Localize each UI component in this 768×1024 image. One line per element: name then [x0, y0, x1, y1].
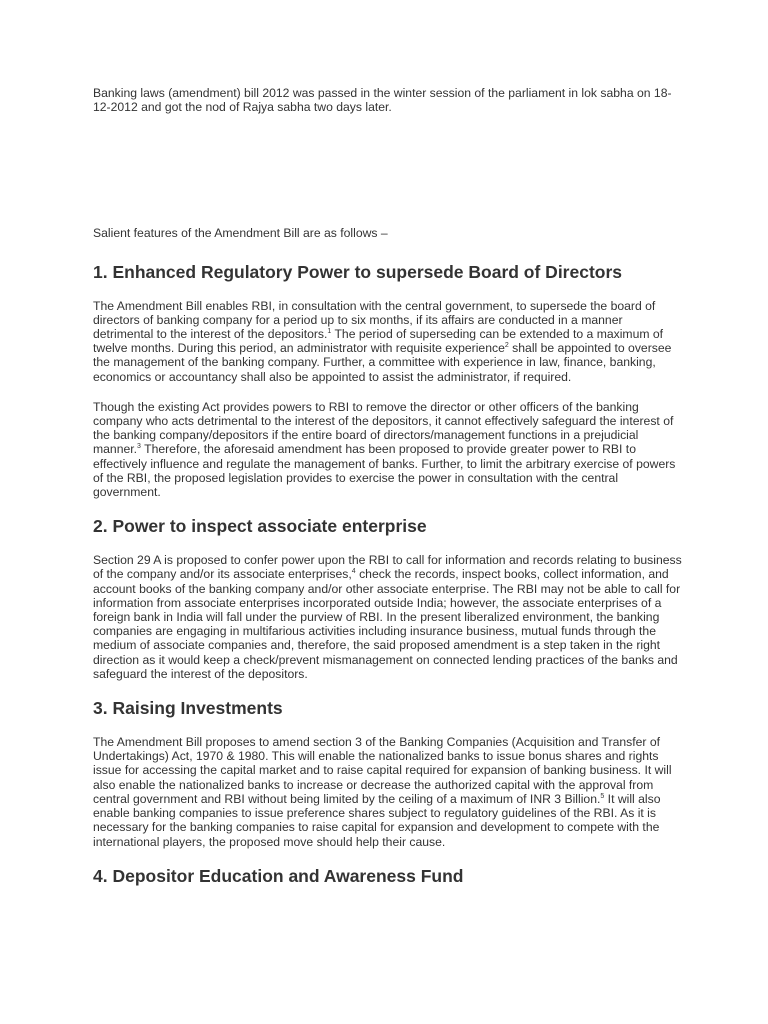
- text-run: The Amendment Bill enables RBI, in consultation with the central government, to supersede the board of directors of banking company for a period up to six months, if its affairs are conducted in a manner detrimental to the interest of the depositors.: [93, 298, 656, 342]
- footnote-ref-5: 5: [600, 792, 605, 800]
- text-run: The Amendment Bill proposes to amend section 3 of the Banking Companies (Acquisition and Transfer of Undertakings) Act, 1970 & 1980. This will enable the nationalized banks to issue bonus shares and rights issue for accessing the capital market and to raise capital required for expansion of banking business. It will also enable the nationalized banks to increase or decrease the authorized capital with the approval from central government and RBI without being limited by the ceiling of a maximum of INR 3 Billion.: [93, 735, 672, 806]
- footnote-ref-2: 2: [504, 342, 509, 350]
- section-1-paragraph-2: [93, 400, 683, 499]
- section-1-paragraph-1: [93, 299, 683, 384]
- section-3-paragraph-1: [93, 735, 683, 849]
- section-2-paragraph-1: [93, 553, 683, 681]
- intro-paragraph: Banking laws (amendment) bill 2012 was passed in the winter session of the parliament in lok sabha on 18-12-2012 and got the nod of Rajya sabha two days later.: [93, 86, 672, 115]
- footnote-ref-1: 1: [327, 327, 332, 335]
- section-heading-3: 3. Raising Investments: [93, 698, 283, 719]
- document-body: [93, 86, 683, 887]
- text-run: It will also enable banking companies to issue preference shares subject to regulatory guidelines of the RBI. As it is necessary for the banking companies to raise capital for expansion and development to compete with the international players, the proposed move should help their cause.: [93, 791, 661, 849]
- text-run: check the records, inspect books, collect information, and account books of the banking company and/or other associate enterprise. The RBI may not be able to call for information from associate enterprises incorporated outside India; however, the associate enterprises of a foreign bank in India will fall under the purview of RBI. In the present liberalized environment, the banking companies are engaging in multifarious activities including insurance business, mutual funds through the medium of associate companies and, therefore, the said proposed amendment is a step taken in the right direction as it would keep a check/prevent mismanagement on connected lending practices of the banks and safeguard the interest of the depositors.: [93, 567, 681, 681]
- text-run: Therefore, the aforesaid amendment has been proposed to provide greater power to RBI to effectively influence and regulate the management of banks. Further, to limit the arbitrary exercise of powers of the RBI, the proposed legislation provides to exercise the power in consultation with the central government.: [93, 442, 676, 500]
- section-heading-1: 1. Enhanced Regulatory Power to supersede Board of Directors: [93, 261, 623, 282]
- text-run: Though the existing Act provides powers to RBI to remove the director or other officers of the banking company who acts detrimental to the interest of the depositors, it cannot effectively safeguard the interest of the banking company/depositors if the entire board of directors/management functions in a prejudicial manner.: [93, 399, 674, 457]
- footnote-ref-4: 4: [351, 568, 356, 576]
- text-run: shall be appointed to oversee the management of the banking company. Further, a committee with experience in law, finance, banking, economics or accountancy shall also be appointed to assist the administrator, if required.: [93, 341, 672, 384]
- footnote-ref-3: 3: [137, 443, 141, 451]
- section-heading-2: 2. Power to inspect associate enterprise: [93, 516, 427, 537]
- text-run: The period of superseding can be extended to a maximum of twelve months. During this period, an administrator with requisite experience: [93, 327, 664, 356]
- section-heading-4: 4. Depositor Education and Awareness Fund: [93, 865, 464, 886]
- salient-features-line: Salient features of the Amendment Bill are as follows –: [93, 226, 388, 241]
- text-run: Section 29 A is proposed to confer power upon the RBI to call for information and records relating to business of the company and/or its associate enterprises,: [93, 553, 682, 582]
